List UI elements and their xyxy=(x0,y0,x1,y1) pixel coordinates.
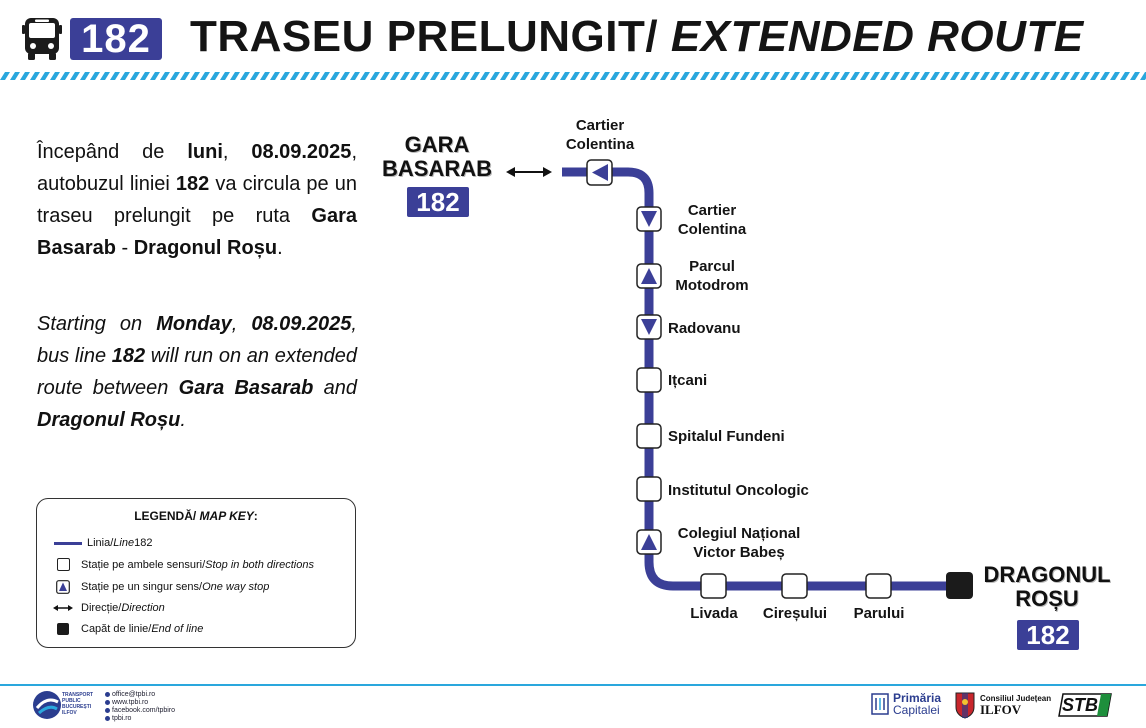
logo-text: ILFOV xyxy=(62,710,77,716)
stop-label-institutul-oncologic: Institutul Oncologic xyxy=(668,482,809,499)
route-origin: Gara Basarab xyxy=(37,205,357,259)
legend-label: Direcție/ xyxy=(81,602,122,614)
contact-instagram[interactable] xyxy=(105,714,175,722)
contact-text[interactable]: www.tpbi.ro xyxy=(112,698,149,706)
legend-title-colon: : xyxy=(253,509,258,523)
text: va circula pe un traseu prelungit pe ruta xyxy=(37,173,358,227)
email-icon xyxy=(105,692,110,697)
stop-marker-institutul-oncologic xyxy=(637,477,661,501)
stop-marker-colegiul-national xyxy=(637,530,661,554)
text: - xyxy=(115,237,134,259)
text: . xyxy=(277,237,283,259)
end-terminal-line1: DRAGONUL xyxy=(983,562,1111,587)
logo-text: ILFOV xyxy=(980,702,1022,717)
text: , xyxy=(231,313,252,335)
stop-marker-parului xyxy=(866,574,891,598)
stop-marker-itcani xyxy=(637,368,661,392)
stop-label-itcani: Ițcani xyxy=(668,372,708,389)
stop-name: Colegiul Național xyxy=(677,525,801,542)
stop-name: Victor Babeș xyxy=(693,544,785,561)
tpbi-logo-icon xyxy=(32,690,62,720)
legend-label-en: Stop in both directions xyxy=(205,558,314,571)
stop-marker-parcul-motodrom xyxy=(637,264,661,288)
contact-text[interactable]: facebook.com/tpbiro xyxy=(112,706,176,714)
start-terminal-line-badge: 182 xyxy=(407,187,469,217)
primaria-logo-icon xyxy=(870,692,890,716)
route-destination: Dragonul Roșu xyxy=(133,237,278,259)
text: , autobuzul liniei xyxy=(37,141,357,195)
legend-label-en: Direction xyxy=(121,602,165,614)
stop-marker-radovanu xyxy=(637,315,661,339)
direction-arrow-icon xyxy=(506,167,552,177)
legend-label: Stație pe ambele sensuri/ xyxy=(81,558,206,571)
legend-label: Capăt de linie/ xyxy=(81,623,152,635)
logo-text: TRANSPORT xyxy=(62,692,94,698)
stop-name: Cartier xyxy=(687,202,737,219)
end-terminal-line-badge: 182 xyxy=(1017,620,1079,650)
stop-label-cartier-colentina-1 xyxy=(556,116,644,154)
contact-facebook[interactable] xyxy=(105,706,175,714)
globe-icon xyxy=(105,700,110,705)
contact-email[interactable] xyxy=(105,690,175,698)
stop-marker-cartier-colentina-2 xyxy=(637,207,661,231)
legend-title-ro: LEGENDĂ/ xyxy=(134,509,200,523)
primaria-logo-text xyxy=(893,692,941,716)
start-terminal-line1: GARA xyxy=(404,132,470,157)
text: , bus line xyxy=(37,313,357,367)
footer-divider xyxy=(0,684,1146,686)
logo-text: Capitalei xyxy=(893,703,940,717)
logo-text: PUBLIC xyxy=(62,698,81,704)
start-date: 08.09.2025 xyxy=(251,313,352,335)
route-destination: Dragonul Roșu xyxy=(37,409,181,431)
legend-label-en: End of line xyxy=(151,623,204,635)
start-date: 08.09.2025 xyxy=(251,141,352,163)
text: Începând de xyxy=(37,141,188,163)
stop-name: Parcul xyxy=(689,258,735,275)
stop-name: Colentina xyxy=(565,136,635,153)
text: . xyxy=(180,409,186,431)
stop-label-parului: Parului xyxy=(853,605,905,622)
stop-label-ciresului: Cireșului xyxy=(762,605,828,622)
line-number: 182 xyxy=(175,173,210,195)
stop-label-radovanu: Radovanu xyxy=(668,320,741,337)
terminus-marker-dragonul-rosu xyxy=(946,572,973,599)
stop-label-cartier-colentina-2 xyxy=(667,201,757,239)
stop-label-livada: Livada xyxy=(690,605,738,622)
stop-name: Cartier xyxy=(575,117,625,134)
instagram-icon xyxy=(105,716,110,721)
contact-text[interactable]: tpbi.ro xyxy=(112,714,132,722)
stop-marker-spitalul-fundeni xyxy=(637,424,661,448)
line-number-badge: 182 xyxy=(70,18,162,60)
tpbi-logo-text xyxy=(62,692,93,716)
title-ro: TRASEU PRELUNGIT/ xyxy=(190,12,659,61)
contact-website[interactable] xyxy=(105,698,175,706)
text: will run on an extended route between xyxy=(37,345,357,399)
ilfov-coat-of-arms-icon xyxy=(954,691,976,719)
stop-name: Motodrom xyxy=(675,277,749,294)
end-terminal-line2: ROȘU xyxy=(1015,586,1079,611)
stop-name: Colentina xyxy=(677,221,747,238)
text: and xyxy=(313,377,357,399)
stop-label-colegiul-national xyxy=(666,524,812,562)
legend-label: Linia/ xyxy=(87,537,114,549)
legend-label-en: Line xyxy=(113,537,135,549)
stb-logo-text: STB xyxy=(1062,695,1098,715)
title-en: EXTENDED ROUTE xyxy=(670,12,1084,61)
route-origin: Gara Basarab xyxy=(178,377,314,399)
legend-title-en: MAP KEY xyxy=(199,509,254,523)
start-terminal-name xyxy=(372,133,502,181)
start-day: Monday xyxy=(156,313,232,335)
logo-text: BUCUREȘTI xyxy=(62,704,92,710)
facebook-icon xyxy=(105,708,110,713)
legend-label-suffix: 182 xyxy=(134,537,153,549)
cj-ilfov-logo-text xyxy=(980,694,1051,717)
stop-label-spitalul-fundeni: Spitalul Fundeni xyxy=(668,428,785,445)
legend-label-en: One way stop xyxy=(202,581,270,593)
legend-label: Stație pe un singur sens/ xyxy=(81,581,203,593)
start-day: luni xyxy=(187,141,223,163)
logo-text: Primăria xyxy=(893,691,942,705)
text: , xyxy=(222,141,252,163)
stop-marker-ciresului xyxy=(782,574,807,598)
start-terminal-line2: BASARAB xyxy=(382,156,492,181)
line-number: 182 xyxy=(111,345,146,367)
stop-marker-cartier-colentina-1 xyxy=(587,160,612,185)
stop-label-parcul-motodrom xyxy=(665,257,759,295)
contact-list xyxy=(105,690,175,722)
stop-marker-livada xyxy=(701,574,726,598)
logo-text: Consiliul Județean xyxy=(980,694,1052,703)
contact-text[interactable]: office@tpbi.ro xyxy=(112,690,156,698)
end-terminal-name xyxy=(972,563,1122,611)
text: Starting on xyxy=(37,313,157,335)
